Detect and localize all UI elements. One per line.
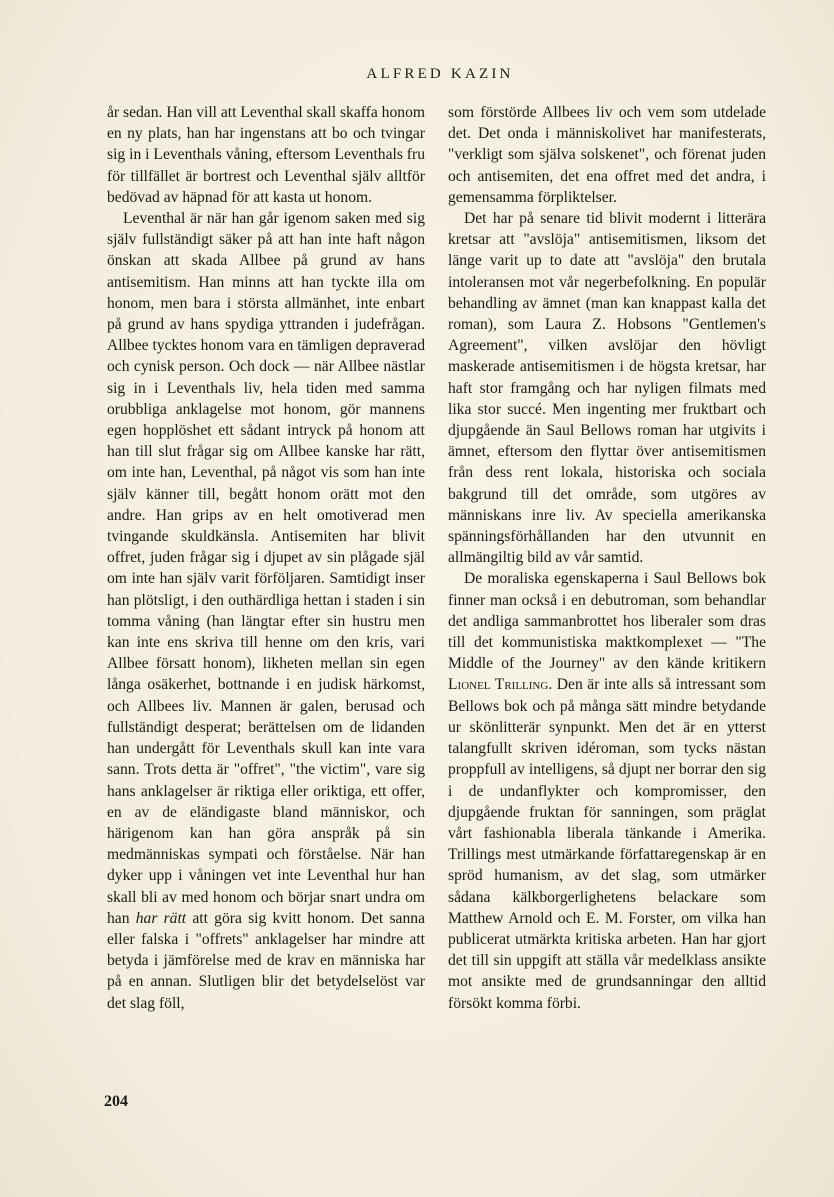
paragraph: som förstörde Allbees liv och vem som utdelade det. Det onda i människolivet har manifesterats, "verkligt som själva solskenet", och förenat juden och antisemiten, det ena offret med det andra, i gemensamma förpliktelser.: [448, 104, 766, 206]
paragraph: år sedan. Han vill att Leventhal skall skaffa honom en ny plats, han har ingenstans att bo och tvingar sig in i Leventhals våning, eftersom Leventhals fru för tillfället är bortrest och Leventhal själv alltför bedövad av häpnad för att kasta ut honom.: [107, 104, 425, 206]
paragraph-text: Leventhal är när han går igenom saken med sig själv fullständigt säker på att han inte haft någon önskan att skada Allbee på grund av hans antisemitism. Han minns att han tyckte illa om honom, men bara i största allmänhet, inte enbart på grund av hans spydiga yttranden i judefrågan. Allbee tycktes honom vara en tämligen depraverad och cynisk person. Och dock — när Allbee nästlar sig in i Leventhals liv, hela tiden med samma orubbliga anklagelse mot honom, gör mannens egen hopplöshet ett sådant intryck på honom att han till slut frågar sig om Allbee kanske har rätt, om inte han, Leventhal, på något vis som han inte själv känner till, begått honom orätt mot den andre. Han grips av en helt omotiverad men tvingande skuldkänsla. Antisemiten har blivit offret, juden frågar sig i djupet av sin plågade själ om inte han själv varit förföljaren. Samtidigt inser han plötsligt, i den outhärdliga hettan i staden i sin tomma våning (han längtar efter sin hustru men kan inte ens skriva till henne om den kris, vari Allbee försatt honom), likheten mellan sin egen långa osäkerhet, bottnande i en judisk härkomst, och Allbees liv. Mannen är galen, berusad och fullständigt desperat; berättelsen om de lidanden han undergått för Leventhals skull kan inte vara sann. Trots detta är "offret", "the victim", vare sig hans anklagelser är riktiga eller oriktiga, ett offer, en av de eländigaste bland människor, och härigenom kan han göra anspråk på sin medmänniskas sympati och förståelse. När han dyker upp i våningen vet inte Leventhal hur han skall bli av med honom och börjar snart undra om han: [107, 210, 425, 927]
paragraph: [448, 568, 766, 1013]
paragraph-text: De moraliska egenskaperna i Saul Bellows bok finner man också i en debutroman, som behandlar det andliga sammanbrottet hos liberaler som dras till det kommunistiska maktkomplexet — "The Middle of the Journey" av den kände kritikern: [448, 570, 766, 673]
right-column: [448, 102, 766, 1014]
paragraph: Det har på senare tid blivit modernt i litterära kretsar att "avslöja" antisemitismen, liksom det länge varit up to date att "avslöja" den brutala intoleransen mot vår negerbefolkning. En populär behandling av ämnet (man kan knappast kalla det roman), som Laura Z. Hobsons "Gentlemen's Agreement", vilken avslöjar den hövligt maskerade antisemitismen i de högsta kretsar, har haft stor framgång och har nyligen filmats med lika stor succé. Men ingenting mer fruktbart och djupgående än Saul Bellows roman har utgivits i ämnet, eftersom den flyttar över antisemitismen från dess rent lokala, historiska och sociala bakgrund till det område, som utgöres av människans inre liv. Av speciella amerikanska spänningsförhållanden har den utvunnit en allmängiltig bild av vår samtid.: [448, 210, 766, 567]
paragraph-text: . Den är inte alls så intressant som Bellows bok och på många sätt mindre betydande ur skönlitterär synpunkt. Men det är en ytterst talangfullt skriven idéroman, som tycks nästan proppfull av intelligens, så djupt ner borrar den sig i de undanflykter och kompromisser, den djupgående fruktan för sanningen, som präglat vårt fashionabla liberala tänkande i Amerika. Trillings mest utmärkande författaregenskap är en spröd humanism, av det slag, som utmärker sådana kälkborgerlighetens belackare som Matthew Arnold och E. M. Forster, om vilka han publicerat utmärkta kritiska arbeten. Han har gjort det till sin uppgift att ställa vår medelklass ansikte mot ansikte med de grundsanningar den alltid försökt komma förbi.: [448, 676, 766, 1012]
author-name: Lionel Trilling: [448, 676, 549, 694]
page-number: 204: [104, 1093, 128, 1110]
paragraph-text: att göra sig kvitt honom. Det sanna eller falska i "offrets" anklagelser har mindre att betyda i jämförelse med de krav en människa har på en annan. Slutligen blir det betydelselöst var det slag föll,: [107, 909, 425, 1012]
running-header: ALFRED KAZIN: [366, 66, 514, 82]
left-column: [107, 102, 425, 1014]
emphasis-text: har rätt: [135, 909, 187, 927]
paragraph: [107, 208, 425, 1014]
